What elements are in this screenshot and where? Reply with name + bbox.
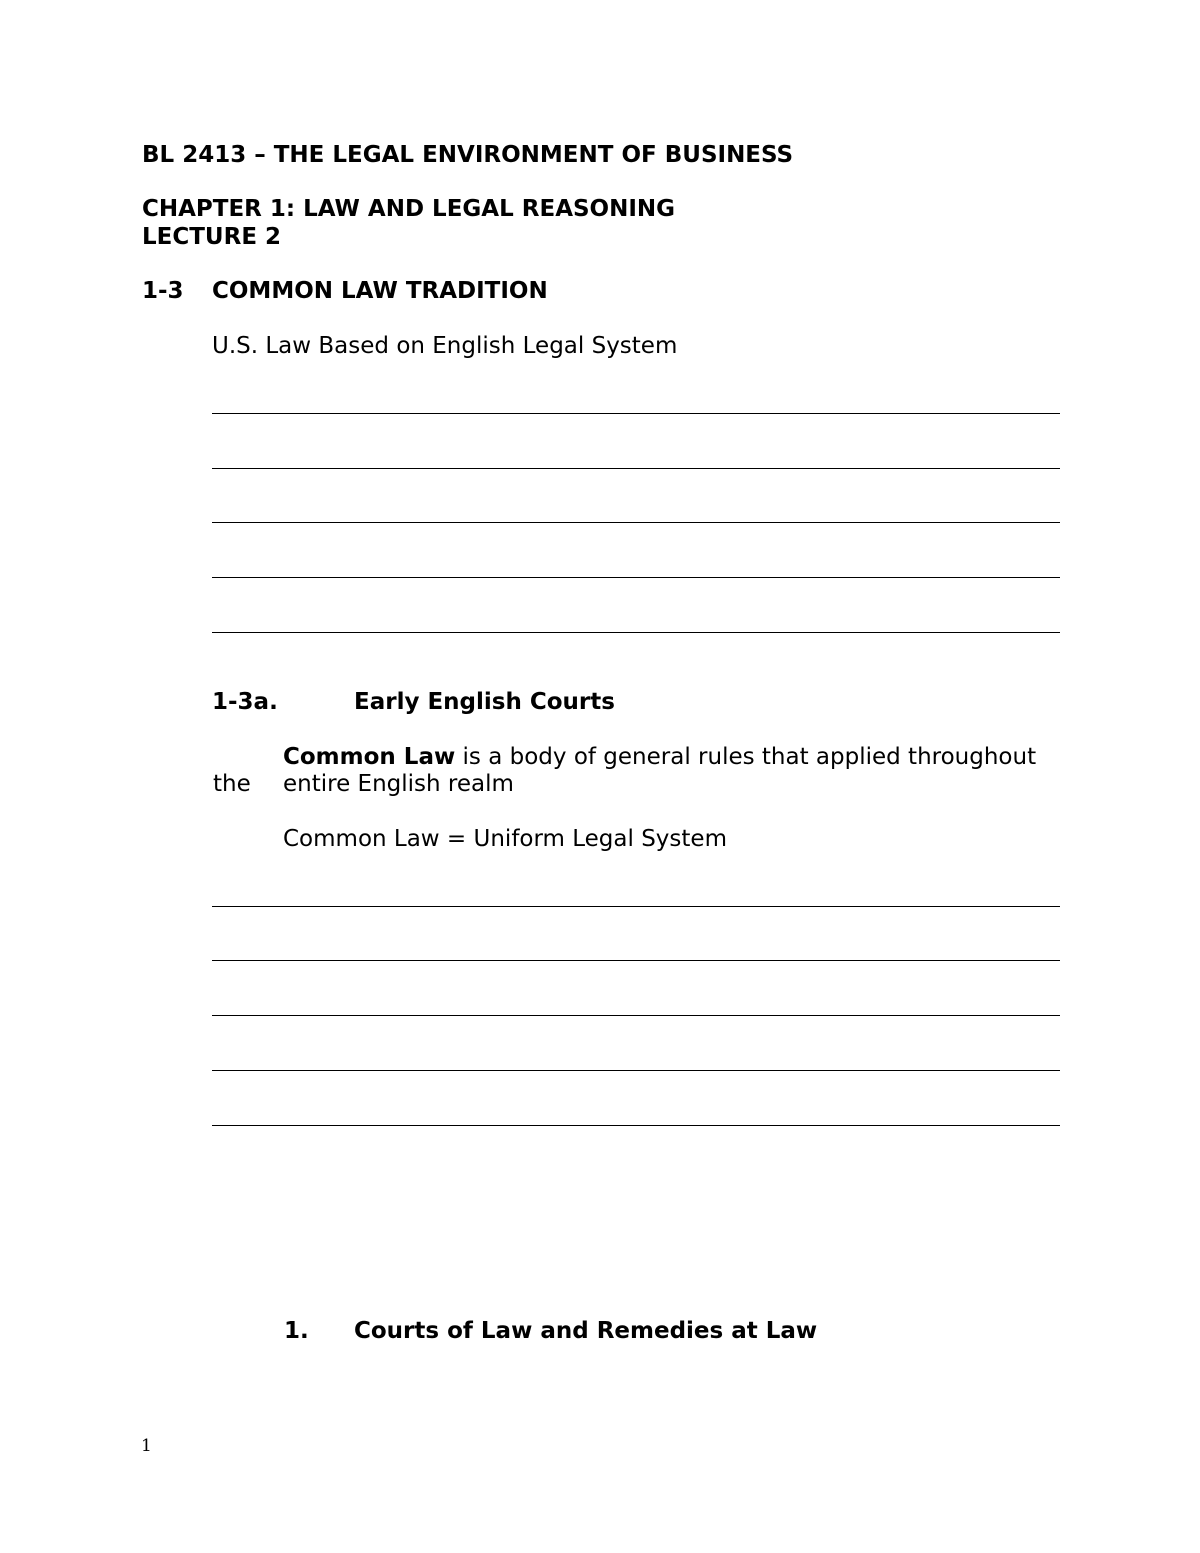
notes-line: [212, 1015, 1060, 1016]
notes-line: [212, 1125, 1060, 1126]
lecture-label: LECTURE 2: [142, 224, 282, 250]
list-item-title: Courts of Law and Remedies at Law: [354, 1318, 818, 1344]
notes-line: [212, 522, 1060, 523]
chapter-title: CHAPTER 1: LAW AND LEGAL REASONING: [142, 196, 676, 222]
page-number: 1: [141, 1436, 152, 1456]
definition-line-2: entire English realm: [283, 771, 514, 797]
equation-text: Common Law = Uniform Legal System: [283, 826, 727, 852]
notes-line: [212, 1070, 1060, 1071]
subsection-number: 1-3a.: [212, 689, 278, 715]
course-title: BL 2413 – THE LEGAL ENVIRONMENT OF BUSINESS: [142, 142, 794, 168]
notes-line: [212, 413, 1060, 414]
definition-overflow-word: the: [213, 771, 251, 797]
definition-line-1: [283, 744, 1036, 771]
section-number: 1-3: [142, 278, 184, 304]
definition-term: Common Law: [283, 744, 456, 770]
notes-line: [212, 632, 1060, 633]
definition-text: is a body of general rules that applied throughout: [455, 744, 1037, 770]
section-intro: U.S. Law Based on English Legal System: [212, 333, 678, 359]
section-title: COMMON LAW TRADITION: [212, 278, 548, 304]
notes-line: [212, 960, 1060, 961]
notes-line: [212, 577, 1060, 578]
subsection-title: Early English Courts: [354, 689, 615, 715]
notes-line: [212, 906, 1060, 907]
notes-line: [212, 468, 1060, 469]
list-item-number: 1.: [284, 1318, 309, 1344]
